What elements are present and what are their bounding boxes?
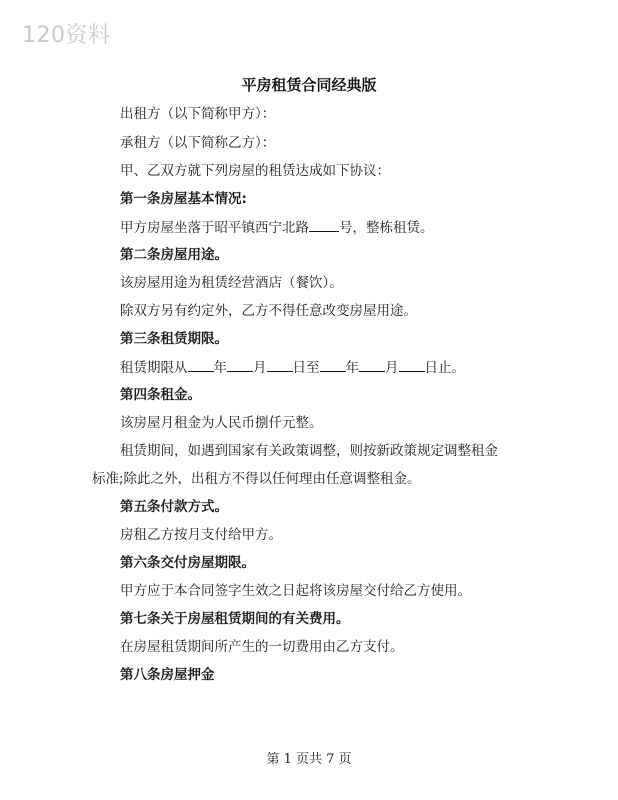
article-4-paragraph-2-line-2: 标准;除此之外，出租方不得以任何理由任意调整租金。 [92,471,421,487]
term-label-from: 租赁期限从 [120,360,188,376]
page-footer: 第 1 页共 7 页 [266,752,352,767]
blank-field [359,357,385,372]
article-2-paragraph-2: 除双方另有约定外，乙方不得任意改变房屋用途。 [120,303,417,319]
agreement-line: 甲、乙双方就下列房屋的租赁达成如下协议： [120,163,390,179]
article-4-paragraph-2-line-1: 租赁期间，如遇到国家有关政策调整，则按新政策规定调整租金 [120,443,498,459]
blank-field [399,357,425,372]
lessor-line: 出租方（以下简称甲方）： [120,106,276,122]
term-label-day-end: 日止。 [424,360,465,376]
article-2-paragraph-1: 该房屋用途为租赁经营酒店（餐饮）。 [120,275,343,291]
blank-field [320,357,346,372]
blank-field [309,217,339,232]
blank-field [188,357,214,372]
article-2-heading: 第二条房屋用途。 [120,247,228,263]
blank-field [227,357,253,372]
lessee-line: 承租方（以下简称乙方）： [120,135,276,151]
article-1-text-before: 甲方房屋坐落于昭平镇西宁北路 [120,220,309,236]
article-5-heading: 第五条付款方式。 [120,499,228,515]
term-label-month: 月 [253,360,267,376]
article-3-term-line [120,357,465,378]
term-label-year-2: 年 [345,360,359,376]
watermark-text: 120资料 [22,23,111,48]
article-5-paragraph-1: 房租乙方按月支付给甲方。 [120,527,282,543]
term-label-day-to: 日至 [292,360,320,376]
article-6-paragraph-1: 甲方应于本合同签字生效之日起将该房屋交付给乙方使用。 [120,583,471,599]
term-label-month-2: 月 [385,360,399,376]
article-4-heading: 第四条租金。 [120,387,201,403]
article-3-heading: 第三条租赁期限。 [120,331,228,347]
article-7-heading: 第七条关于房屋租赁期间的有关费用。 [120,611,350,627]
article-4-paragraph-1: 该房屋月租金为人民币捌仟元整。 [120,415,323,431]
article-8-heading: 第八条房屋押金 [120,667,215,683]
article-1-heading: 第一条房屋基本情况: [120,191,247,207]
blank-field [267,357,293,372]
article-1-text-after: 号，整栋租赁。 [339,220,434,236]
term-label-year: 年 [213,360,227,376]
article-6-heading: 第六条交付房屋期限。 [120,555,255,571]
article-1-text [120,217,434,238]
document-title: 平房租赁合同经典版 [241,76,377,94]
article-7-paragraph-1: 在房屋租赁期间所产生的一切费用由乙方支付。 [120,639,404,655]
